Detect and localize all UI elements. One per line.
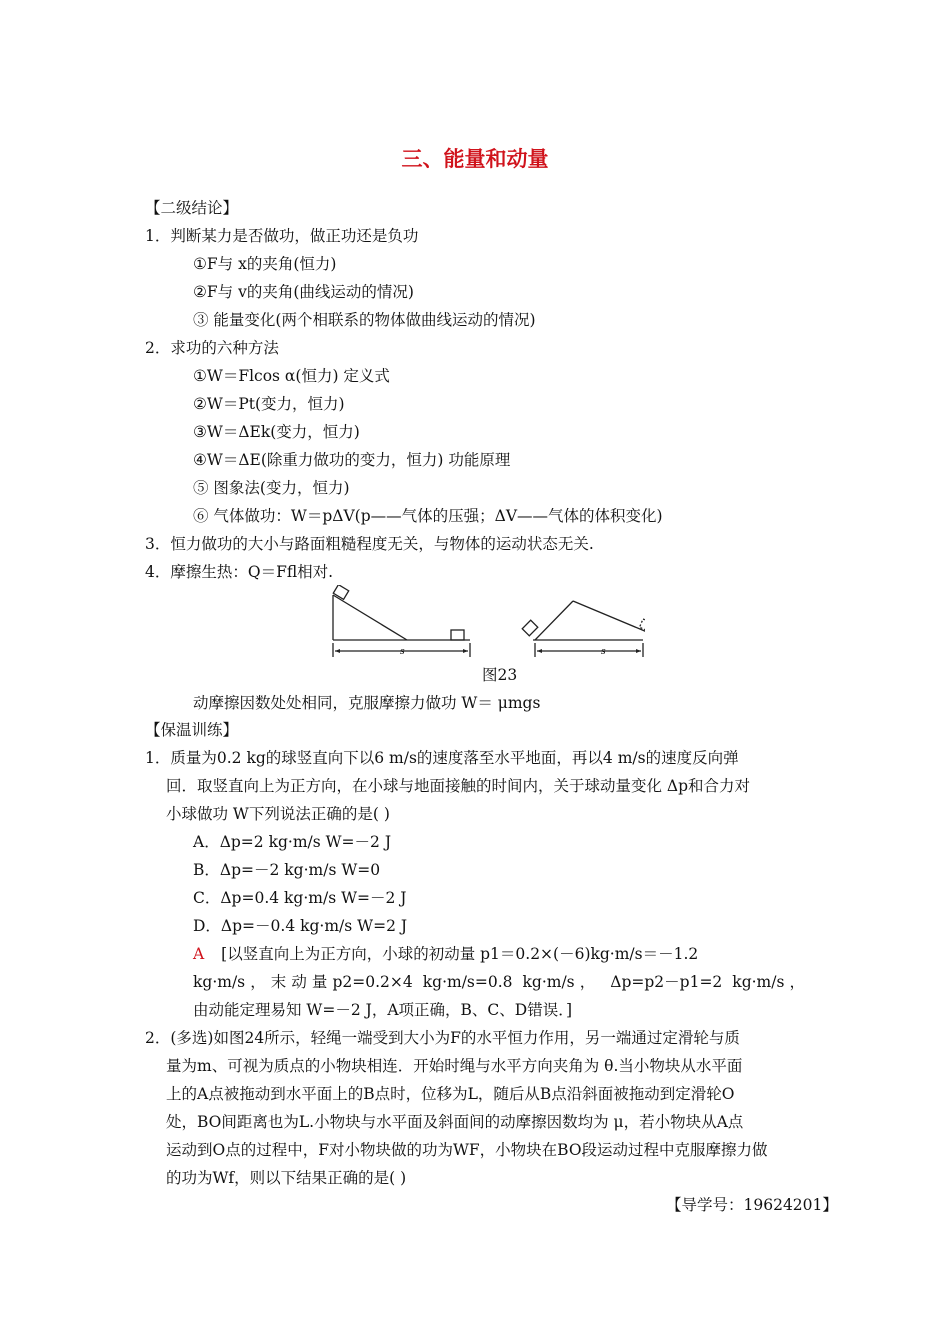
question-2-line-3: 上的A点被拖动到水平面上的B点时，位移为L，随后从B点沿斜面被拖动到定滑轮O bbox=[166, 1085, 735, 1103]
conclusion-2-a: ①W＝Flcos α(恒力) 定义式 bbox=[193, 367, 390, 385]
question-2-line-1: 2．(多选)如图24所示，轻绳一端受到大小为F的水平恒力作用，另一端通过定滑轮与质 bbox=[145, 1029, 740, 1047]
figure-caption: 图23 bbox=[482, 666, 518, 684]
question-1-answer-line-3: 由动能定理易知 W=－2 J，A项正确，B、C、D错误．] bbox=[193, 1001, 573, 1019]
conclusion-1-b: ②F与 v的夹角(曲线运动的情况) bbox=[193, 283, 414, 301]
question-1-line-2: 回．取竖直向上为正方向，在小球与地面接触的时间内，关于球动量变化 Δp和合力对 bbox=[166, 777, 751, 795]
answer-text-1: [以竖直向上为正方向，小球的初动量 p1＝0.2×(－6)kg·m/s＝－1.2 bbox=[221, 945, 699, 963]
distance-label-left: s bbox=[400, 647, 405, 657]
hill-left-slope bbox=[535, 601, 573, 640]
question-1-line-3: 小球做功 W下列说法正确的是( ) bbox=[166, 805, 390, 823]
conclusion-2: 2．求功的六种方法 bbox=[145, 339, 279, 357]
question-1-option-d: D．Δp=－0.4 kg·m/s W=2 J bbox=[193, 917, 408, 935]
question-1-line-1: 1．质量为0.2 kg的球竖直向下以6 m/s的速度落至水平地面，再以4 m/s的速度反向弹 bbox=[145, 749, 739, 767]
distance-label-right: s bbox=[601, 647, 606, 657]
block-left-hill bbox=[522, 620, 538, 636]
conclusion-2-b: ②W＝Pt(变力，恒力) bbox=[193, 395, 345, 413]
question-2-line-4: 处，BO间距离也为L.小物块与水平面及斜面间的动摩擦因数均为 μ，若小物块从A点 bbox=[166, 1113, 744, 1131]
question-1-option-a: A．Δp=2 kg·m/s W=－2 J bbox=[193, 833, 392, 851]
incline-figure bbox=[325, 585, 645, 660]
conclusion-2-f: ⑥ 气体做功：W＝pΔV(p——气体的压强；ΔV——气体的体积变化) bbox=[193, 507, 663, 525]
guide-number: 【导学号：19624201】 bbox=[666, 1196, 838, 1214]
question-1-answer-line-1 bbox=[193, 943, 698, 965]
conclusion-1-a: ①F与 x的夹角(恒力) bbox=[193, 255, 337, 273]
answer-letter: A bbox=[193, 945, 205, 963]
hill-right-slope bbox=[573, 601, 645, 637]
conclusion-2-e: ⑤ 图象法(变力，恒力) bbox=[193, 479, 350, 497]
question-1-option-b: B．Δp=－2 kg·m/s W=0 bbox=[193, 861, 381, 879]
conclusion-1: 1．判断某力是否做功，做正功还是负功 bbox=[145, 227, 419, 245]
section-header-practice: 【保温训练】 bbox=[145, 721, 239, 739]
block-on-ground bbox=[451, 630, 464, 640]
conclusion-2-d: ④W＝ΔE(除重力做功的变力，恒力) 功能原理 bbox=[193, 451, 511, 469]
question-1-answer-line-2: kg·m/s，末动量p2=0.2×4 kg·m/s=0.8 kg·m/s， Δp=p2－p1=2 kg·m/s， bbox=[193, 973, 805, 991]
conclusion-2-c: ③W＝ΔEk(变力，恒力) bbox=[193, 423, 360, 441]
question-2-line-2: 量为m、可视为质点的小物块相连．开始时绳与水平方向夹角为 θ.当小物块从水平面 bbox=[166, 1057, 743, 1075]
conclusion-4: 4．摩擦生热：Q＝Ffl相对. bbox=[145, 563, 334, 581]
figure-note: 动摩擦因数处处相同，克服摩擦力做功 W＝ μmgs bbox=[193, 694, 541, 712]
question-2-line-5: 运动到O点的过程中，F对小物块做的功为WF，小物块在BO段运动过程中克服摩擦力做 bbox=[166, 1141, 768, 1159]
conclusion-1-c: ③ 能量变化(两个相联系的物体做曲线运动的情况) bbox=[193, 311, 536, 329]
page-title: 三、能量和动量 bbox=[401, 147, 549, 171]
conclusion-3: 3．恒力做功的大小与路面粗糙程度无关，与物体的运动状态无关. bbox=[145, 535, 594, 553]
incline-slope-left bbox=[333, 595, 407, 640]
question-2-line-6: 的功为Wf，则以下结果正确的是( ) bbox=[166, 1169, 407, 1187]
section-header-conclusions: 【二级结论】 bbox=[145, 199, 239, 217]
question-1-option-c: C．Δp=0.4 kg·m/s W=－2 J bbox=[193, 889, 407, 907]
